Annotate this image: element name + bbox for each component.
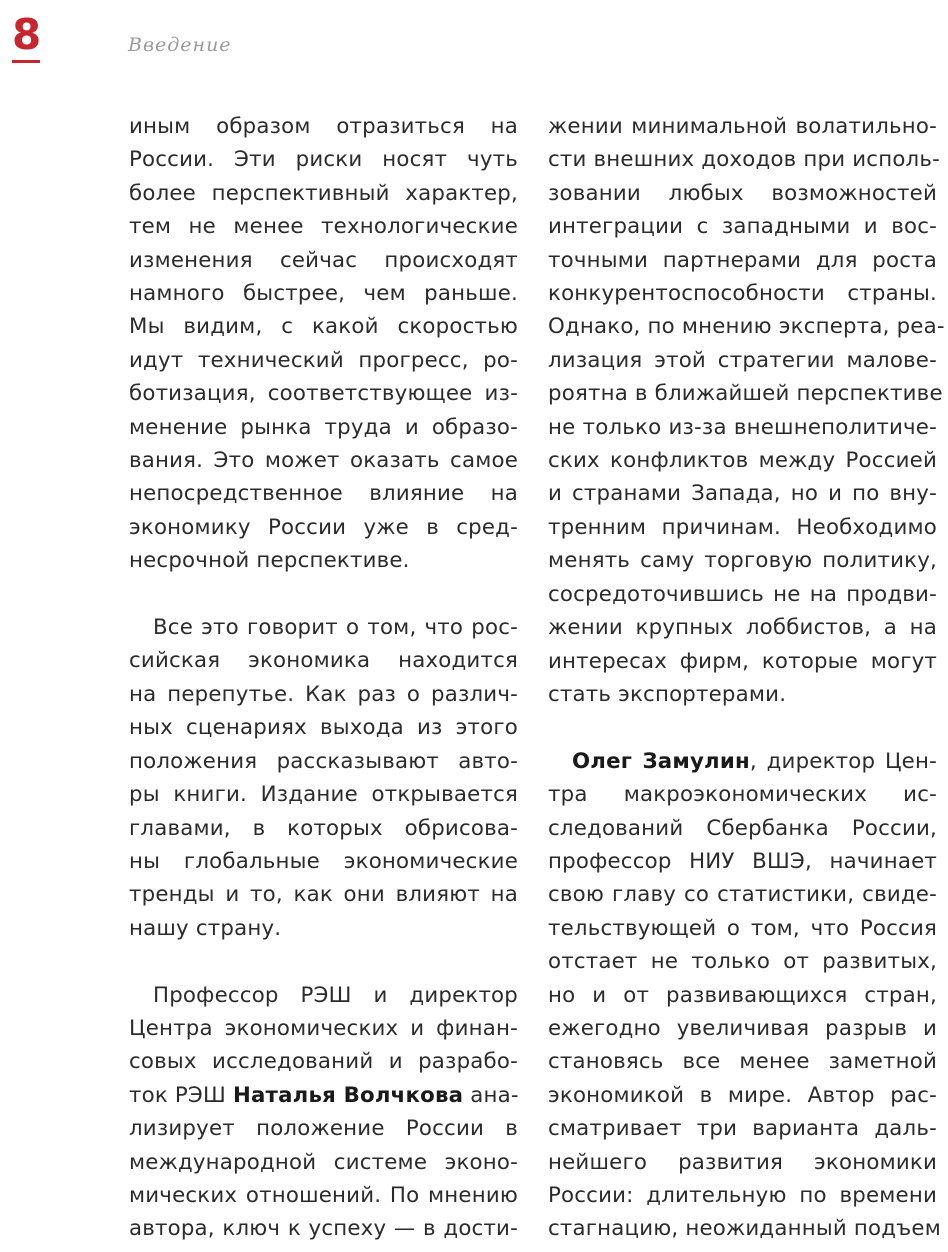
text-line: изменения сейчас происходят [129, 247, 518, 273]
text-line: стагнацию, неожиданный подъем [548, 1216, 941, 1242]
paragraph-gap [129, 578, 518, 611]
text-line: ботизация, соответствующее из- [129, 381, 518, 407]
text-line: России. Эти риски носят чуть [129, 147, 518, 173]
page-number: 8 [12, 10, 42, 59]
text-line: вания. Это может оказать самое [129, 448, 518, 474]
text-line: зовании любых возможностей [548, 180, 937, 206]
text-line: роятна в ближайшей перспективе [548, 381, 943, 407]
text-line: не только из-за внешнеполитиче- [548, 414, 937, 440]
text-line: нашу страну. [129, 915, 282, 941]
author-name-volchkova: Наталья Волчкова [232, 1082, 464, 1108]
text-line: намного быстрее, чем раньше. [129, 281, 518, 307]
text-line: Мы видим, с какой скоростью [129, 314, 518, 340]
text-line: сийская экономика находится [129, 648, 518, 674]
text-line: профессор НИУ ВШЭ, начинает [548, 848, 937, 874]
text-line: нейшего развития экономики [548, 1149, 937, 1175]
text-line: ны глобальные экономические [129, 848, 518, 874]
paragraph-gap [129, 945, 518, 978]
text-line: ских конфликтов между Россией [548, 448, 937, 474]
left-column [129, 110, 518, 1246]
text-line: мических отношений. По мнению [129, 1182, 518, 1208]
text-line: лизирует положение России в [129, 1116, 518, 1142]
text-line: Однако, по мнению эксперта, реа- [548, 314, 945, 340]
text-line: но и от развивающихся стран, [548, 982, 937, 1008]
text-line: сосредоточившись не на продви- [548, 581, 937, 607]
text-line-with-author [129, 1079, 518, 1112]
text-line: экономику России уже в сред- [129, 514, 518, 540]
text-line: России: длительную по времени [548, 1182, 937, 1208]
page-number-underline [12, 60, 40, 63]
text-line: положения рассказывают авто- [129, 748, 518, 774]
text-line: более перспективный характер, [129, 180, 518, 206]
text-line: точными партнерами для роста [548, 247, 937, 273]
text-line: и странами Запада, но и по вну- [548, 481, 937, 507]
text-line: тем не менее технологические [129, 214, 518, 240]
text-line: лизация этой стратегии малове- [548, 347, 937, 373]
text-line: менение рынка труда и образо- [129, 414, 518, 440]
text-fragment: , директор Цен- [749, 748, 937, 774]
text-line: жении минимальной волатильно- [548, 114, 937, 139]
text-line: свою главу со статистики, свиде- [548, 882, 937, 908]
text-line: тельствующей о том, что Россия [548, 915, 937, 941]
text-line-with-author [548, 745, 937, 778]
text-line: ры книги. Издание открывается [129, 782, 518, 808]
text-line: тренды и то, как они влияют на [129, 882, 518, 908]
text-line: отстает не только от развитых, [548, 949, 937, 975]
text-line: интеграции с западными и вос- [548, 214, 937, 240]
text-line: следований Сбербанка России, [548, 815, 937, 841]
text-line: жении крупных лоббистов, а на [548, 615, 937, 641]
text-line: конкурентоспособности страны. [548, 281, 937, 307]
text-line: сматривает три варианта даль- [548, 1116, 937, 1142]
text-line: непосредственное влияние на [129, 481, 518, 507]
text-line: менять саму торговую политику, [548, 548, 937, 574]
paragraph-gap [548, 711, 937, 744]
text-line: иным образом отразиться на [129, 114, 518, 139]
right-column [548, 110, 945, 1246]
text-line: стать экспортерами. [548, 681, 787, 707]
text-line: главами, в которых обрисова- [129, 815, 518, 841]
text-line: идут технический прогресс, ро- [129, 347, 518, 373]
text-line: ежегодно увеличивая разрыв и [548, 1015, 937, 1041]
text-line: международной системе эконо- [129, 1149, 518, 1175]
text-line: интересах фирм, которые могут [548, 648, 937, 674]
text-line: автора, ключ к успеху — в дости- [129, 1216, 518, 1242]
text-line: тренним причинам. Необходимо [548, 514, 937, 540]
text-line: на перепутье. Как раз о различ- [129, 681, 518, 707]
author-name-zamulin: Олег Замулин [572, 748, 750, 774]
text-fragment: ток РЭШ [129, 1082, 233, 1108]
text-line: Профессор РЭШ и директор [153, 982, 518, 1008]
text-line: экономикой в мире. Автор рас- [548, 1082, 937, 1108]
text-line: ных сценариях выхода из этого [129, 715, 518, 741]
text-line: несрочной перспективе. [129, 548, 410, 574]
text-line: тра макроэкономических ис- [548, 782, 937, 808]
text-line: совых исследований и разрабо- [129, 1049, 518, 1075]
running-head: Введение [128, 34, 232, 56]
text-line: Центра экономических и финан- [129, 1015, 518, 1041]
text-line: сти внешних доходов при исполь- [548, 147, 940, 173]
text-fragment: ана- [463, 1082, 519, 1108]
text-line: становясь все менее заметной [548, 1049, 937, 1075]
text-line: Все это говорит о том, что рос- [153, 615, 518, 641]
